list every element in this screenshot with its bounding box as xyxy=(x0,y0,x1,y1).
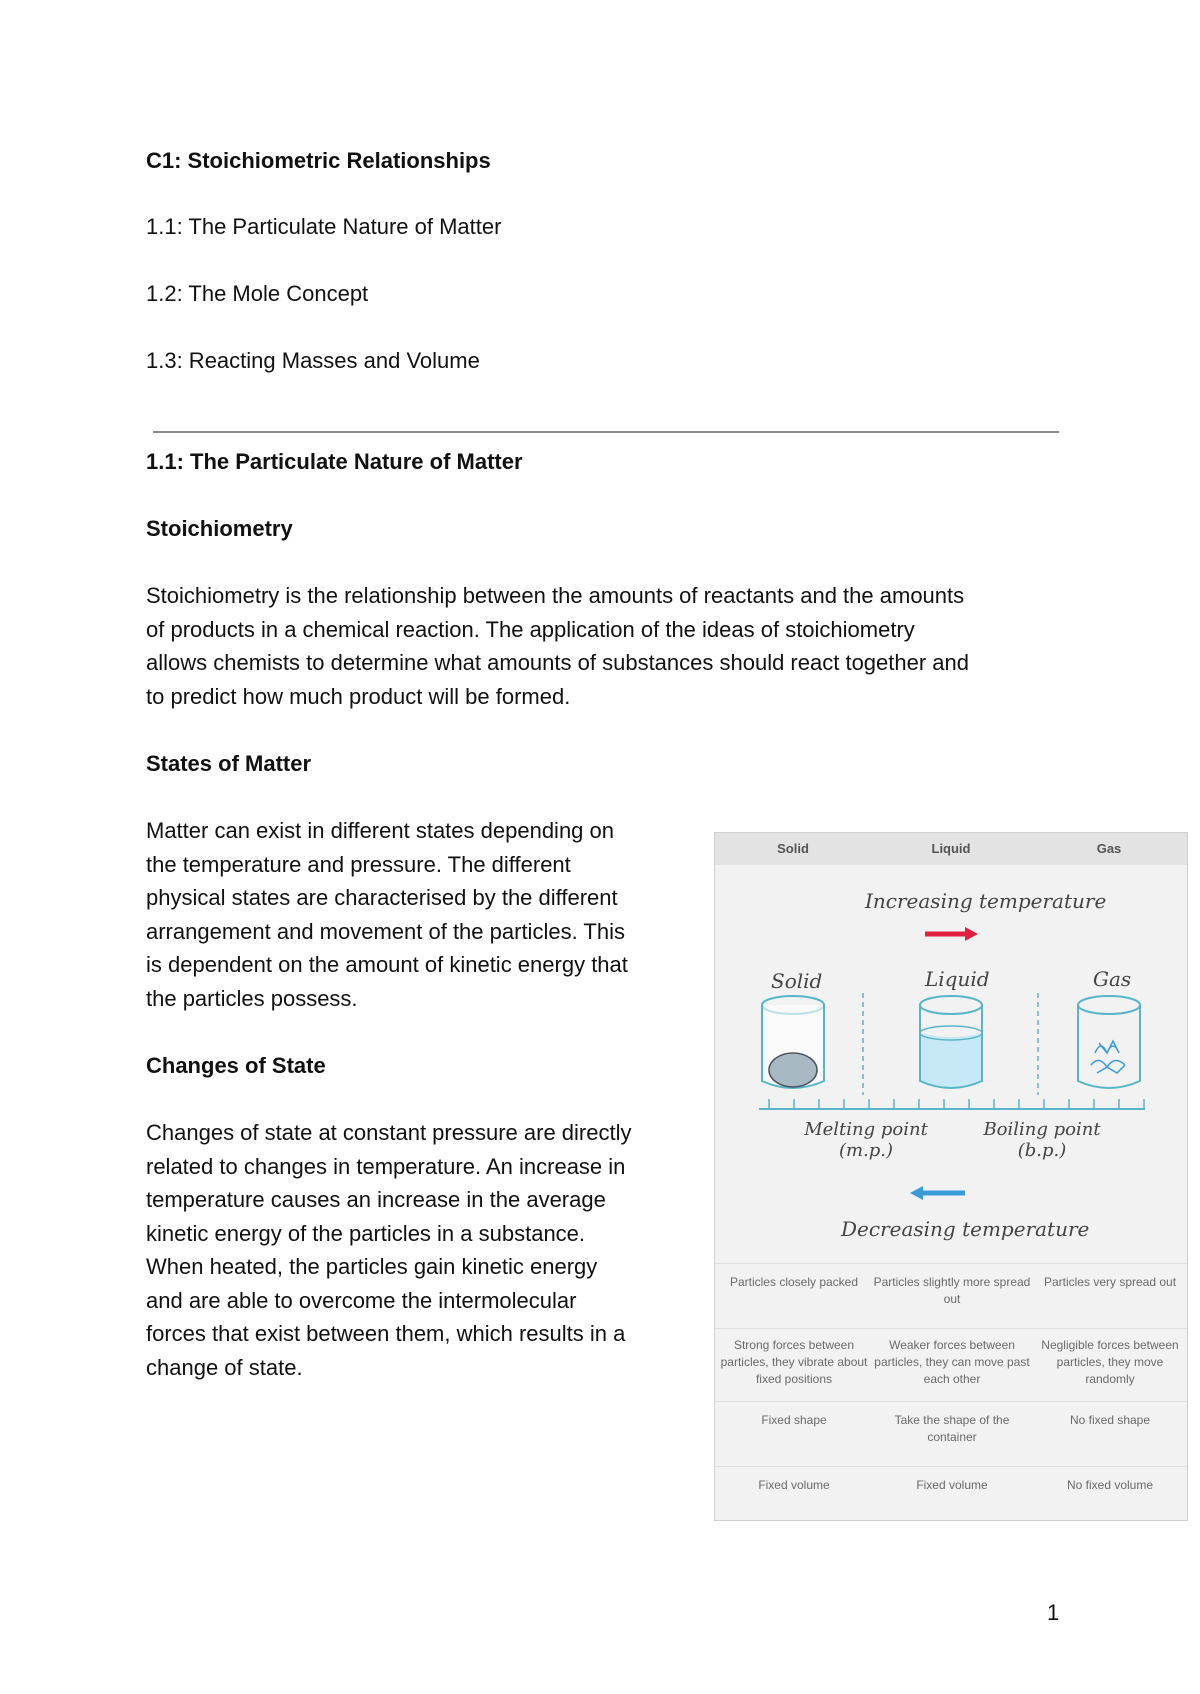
liquid-label: Liquid xyxy=(925,967,990,991)
page-number: 1 xyxy=(1047,1600,1060,1625)
table-cell: Particles slightly more spread out xyxy=(873,1275,1031,1306)
table-cell: Particles closely packed xyxy=(729,1275,859,1289)
horizontal-divider xyxy=(153,431,1059,433)
table-cell: Take the shape of the container xyxy=(894,1413,1010,1444)
paragraph-line: and are able to overcome the intermolecular xyxy=(146,1287,577,1313)
paragraph-line: When heated, the particles gain kinetic energy xyxy=(146,1254,598,1279)
table-cell: Negligible forces between particles, they move randomly xyxy=(1041,1338,1179,1386)
paragraph-line: Matter can exist in different states depending on xyxy=(146,818,614,843)
paragraph-line: physical states are characterised by the different xyxy=(146,885,618,910)
melting-point-label xyxy=(801,1119,931,1161)
increase-arrow-icon xyxy=(925,927,978,941)
toc-item-2: 1.2: The Mole Concept xyxy=(146,281,369,306)
table-row xyxy=(715,1401,1187,1466)
figure-header-solid: Solid xyxy=(777,841,809,856)
gas-beaker-icon xyxy=(1078,996,1140,1088)
section-heading: 1.1: The Particulate Nature of Matter xyxy=(146,449,523,474)
gas-label: Gas xyxy=(1093,967,1132,991)
table-cell: Particles very spread out xyxy=(1043,1275,1177,1289)
paragraph-line: Stoichiometry is the relationship between the amounts of reactants and the amounts xyxy=(146,583,965,608)
melting-point-abbr: (m.p.) xyxy=(838,1140,894,1161)
boiling-point-abbr: (b.p.) xyxy=(1017,1140,1067,1161)
paragraph-line: arrangement and movement of the particles. This xyxy=(146,918,625,944)
paragraph-line: Changes of state at constant pressure are directly xyxy=(146,1120,632,1145)
paragraph-line: the temperature and pressure. The different xyxy=(146,851,571,877)
paragraph-line: of products in a chemical reaction. The application of the ideas of stoichiometry xyxy=(146,616,915,642)
table-cell: No fixed shape xyxy=(1069,1413,1151,1427)
table-row xyxy=(715,1263,1187,1328)
melting-point-text: Melting point xyxy=(804,1119,928,1140)
properties-table xyxy=(715,1263,1187,1521)
paragraph-line: related to changes in temperature. An increase in xyxy=(146,1153,626,1179)
temperature-scale xyxy=(759,1099,1145,1109)
paragraph-line: the particles possess. xyxy=(146,985,358,1011)
paragraph-line: temperature causes an increase in the average xyxy=(146,1187,606,1212)
states-heading: States of Matter xyxy=(146,751,312,776)
document-title: C1: Stoichiometric Relationships xyxy=(146,148,491,173)
toc-item-3: 1.3: Reacting Masses and Volume xyxy=(146,348,480,373)
paragraph-line: change of state. xyxy=(146,1354,303,1380)
boiling-point-label xyxy=(977,1119,1107,1161)
paragraph-line: allows chemists to determine what amounts of substances should react together and xyxy=(146,650,970,675)
table-cell: Weaker forces between particles, they can move past each other xyxy=(874,1338,1030,1386)
stoichiometry-heading: Stoichiometry xyxy=(146,516,293,541)
table-cell: Fixed volume xyxy=(758,1478,830,1492)
paragraph-line: kinetic energy of the particles in a substance. xyxy=(146,1220,586,1246)
paragraph-line: forces that exist between them, which results in a xyxy=(146,1321,626,1346)
decrease-arrow-icon xyxy=(910,1186,965,1200)
states-paragraph xyxy=(146,814,706,1015)
table-cell: Fixed shape xyxy=(761,1413,827,1427)
decreasing-temperature-label: Decreasing temperature xyxy=(841,1217,1090,1241)
table-cell: No fixed volume xyxy=(1066,1478,1154,1492)
toc-item-1: 1.1: The Particulate Nature of Matter xyxy=(146,214,502,239)
figure-header-gas: Gas xyxy=(1096,841,1122,856)
table-row xyxy=(715,1466,1187,1521)
paragraph-line: is dependent on the amount of kinetic energy that xyxy=(146,952,628,977)
solid-beaker-icon xyxy=(762,996,824,1088)
table-row xyxy=(715,1328,1187,1401)
changes-paragraph xyxy=(146,1116,706,1384)
stoichiometry-paragraph xyxy=(146,579,1086,713)
paragraph-line: to predict how much product will be formed. xyxy=(146,683,571,709)
increasing-temperature-label: Increasing temperature xyxy=(865,889,1107,913)
states-of-matter-figure xyxy=(714,832,1188,1521)
changes-heading: Changes of State xyxy=(146,1053,326,1078)
table-cell: Fixed volume xyxy=(916,1478,988,1492)
figure-header-liquid: Liquid xyxy=(931,841,971,856)
table-cell: Strong forces between particles, they vibrate about fixed positions xyxy=(720,1338,868,1386)
states-diagram xyxy=(715,833,1188,1263)
boiling-point-text: Boiling point xyxy=(983,1119,1101,1140)
liquid-beaker-icon xyxy=(920,996,982,1088)
solid-label: Solid xyxy=(771,969,823,993)
